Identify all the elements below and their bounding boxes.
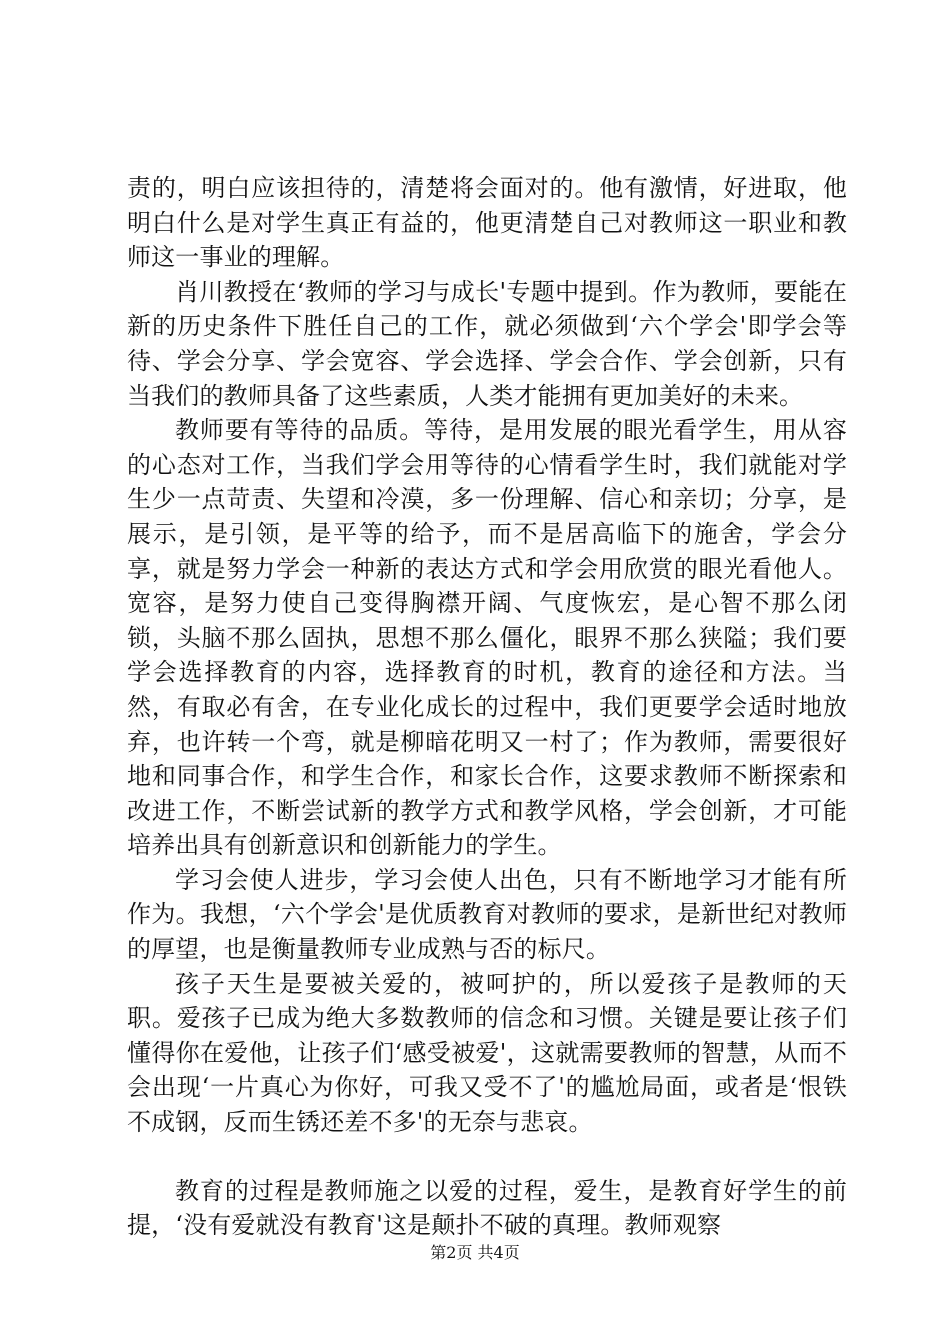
paragraph-6: 教育的过程是教师施之以爱的过程，爱生，是教育好学生的前提，‘没有爱就没有教育'这是颠扑不破的真理。教师观察 xyxy=(127,1176,847,1240)
paragraph-4: 学习会使人进步，学习会使人出色，只有不断地学习才能有所作为。我想，‘六个学会'是优质教育对教师的要求，是新世纪对教师的厚望，也是衡量教师专业成熟与否的标尺。 xyxy=(127,865,847,964)
page-number-footer: 第2页 共4页 xyxy=(430,1243,520,1262)
paragraph-2: 肖川教授在‘教师的学习与成长'专题中提到。作为教师，要能在新的历史条件下胜任自己的工作，就必须做到‘六个学会'即学会等待、学会分享、学会宽容、学会选择、学会合作、学会创新，只有当我们的教师具备了这些素质，人类才能拥有更加美好的未来。 xyxy=(127,277,847,410)
paragraph-3: 教师要有等待的品质。等待，是用发展的眼光看学生，用从容的心态对工作，当我们学会用等待的心情看学生时，我们就能对学生少一点苛责、失望和冷漠，多一份理解、信心和亲切；分享，是展示，是引领，是平等的给予，而不是居高临下的施舍，学会分享，就是努力学会一种新的表达方式和学会用欣赏的眼光看他人。宽容，是努力使自己变得胸襟开阔、气度恢宏，是心智不那么闭锁，头脑不那么固执，思想不那么僵化，眼界不那么狭隘；我们要学会选择教育的内容，选择教育的时机，教育的途径和方法。当然，有取必有舍，在专业化成长的过程中，我们更要学会适时地放弃，也许转一个弯，就是柳暗花明又一村了；作为教师，需要很好地和同事合作，和学生合作，和家长合作，这要求教师不断探索和改进工作，不断尝试新的教学方式和教学风格，学会创新，才可能培养出具有创新意识和创新能力的学生。 xyxy=(127,416,847,860)
paragraph-1: 责的，明白应该担待的，清楚将会面对的。他有激情，好进取，他明白什么是对学生真正有益的，他更清楚自己对教师这一职业和教师这一事业的理解。 xyxy=(127,174,847,272)
document-body xyxy=(127,171,847,1243)
paragraph-5: 孩子天生是要被关爱的，被呵护的，所以爱孩子是教师的天职。爱孩子已成为绝大多数教师的信念和习惯。关键是要让孩子们懂得你在爱他，让孩子们‘感受被爱'，这就需要教师的智慧，从而不会出现‘一片真心为你好，可我又受不了'的尴尬局面，或者是‘恨铁不成钢，反而生锈还差不多'的无奈与悲哀。 xyxy=(127,969,847,1137)
